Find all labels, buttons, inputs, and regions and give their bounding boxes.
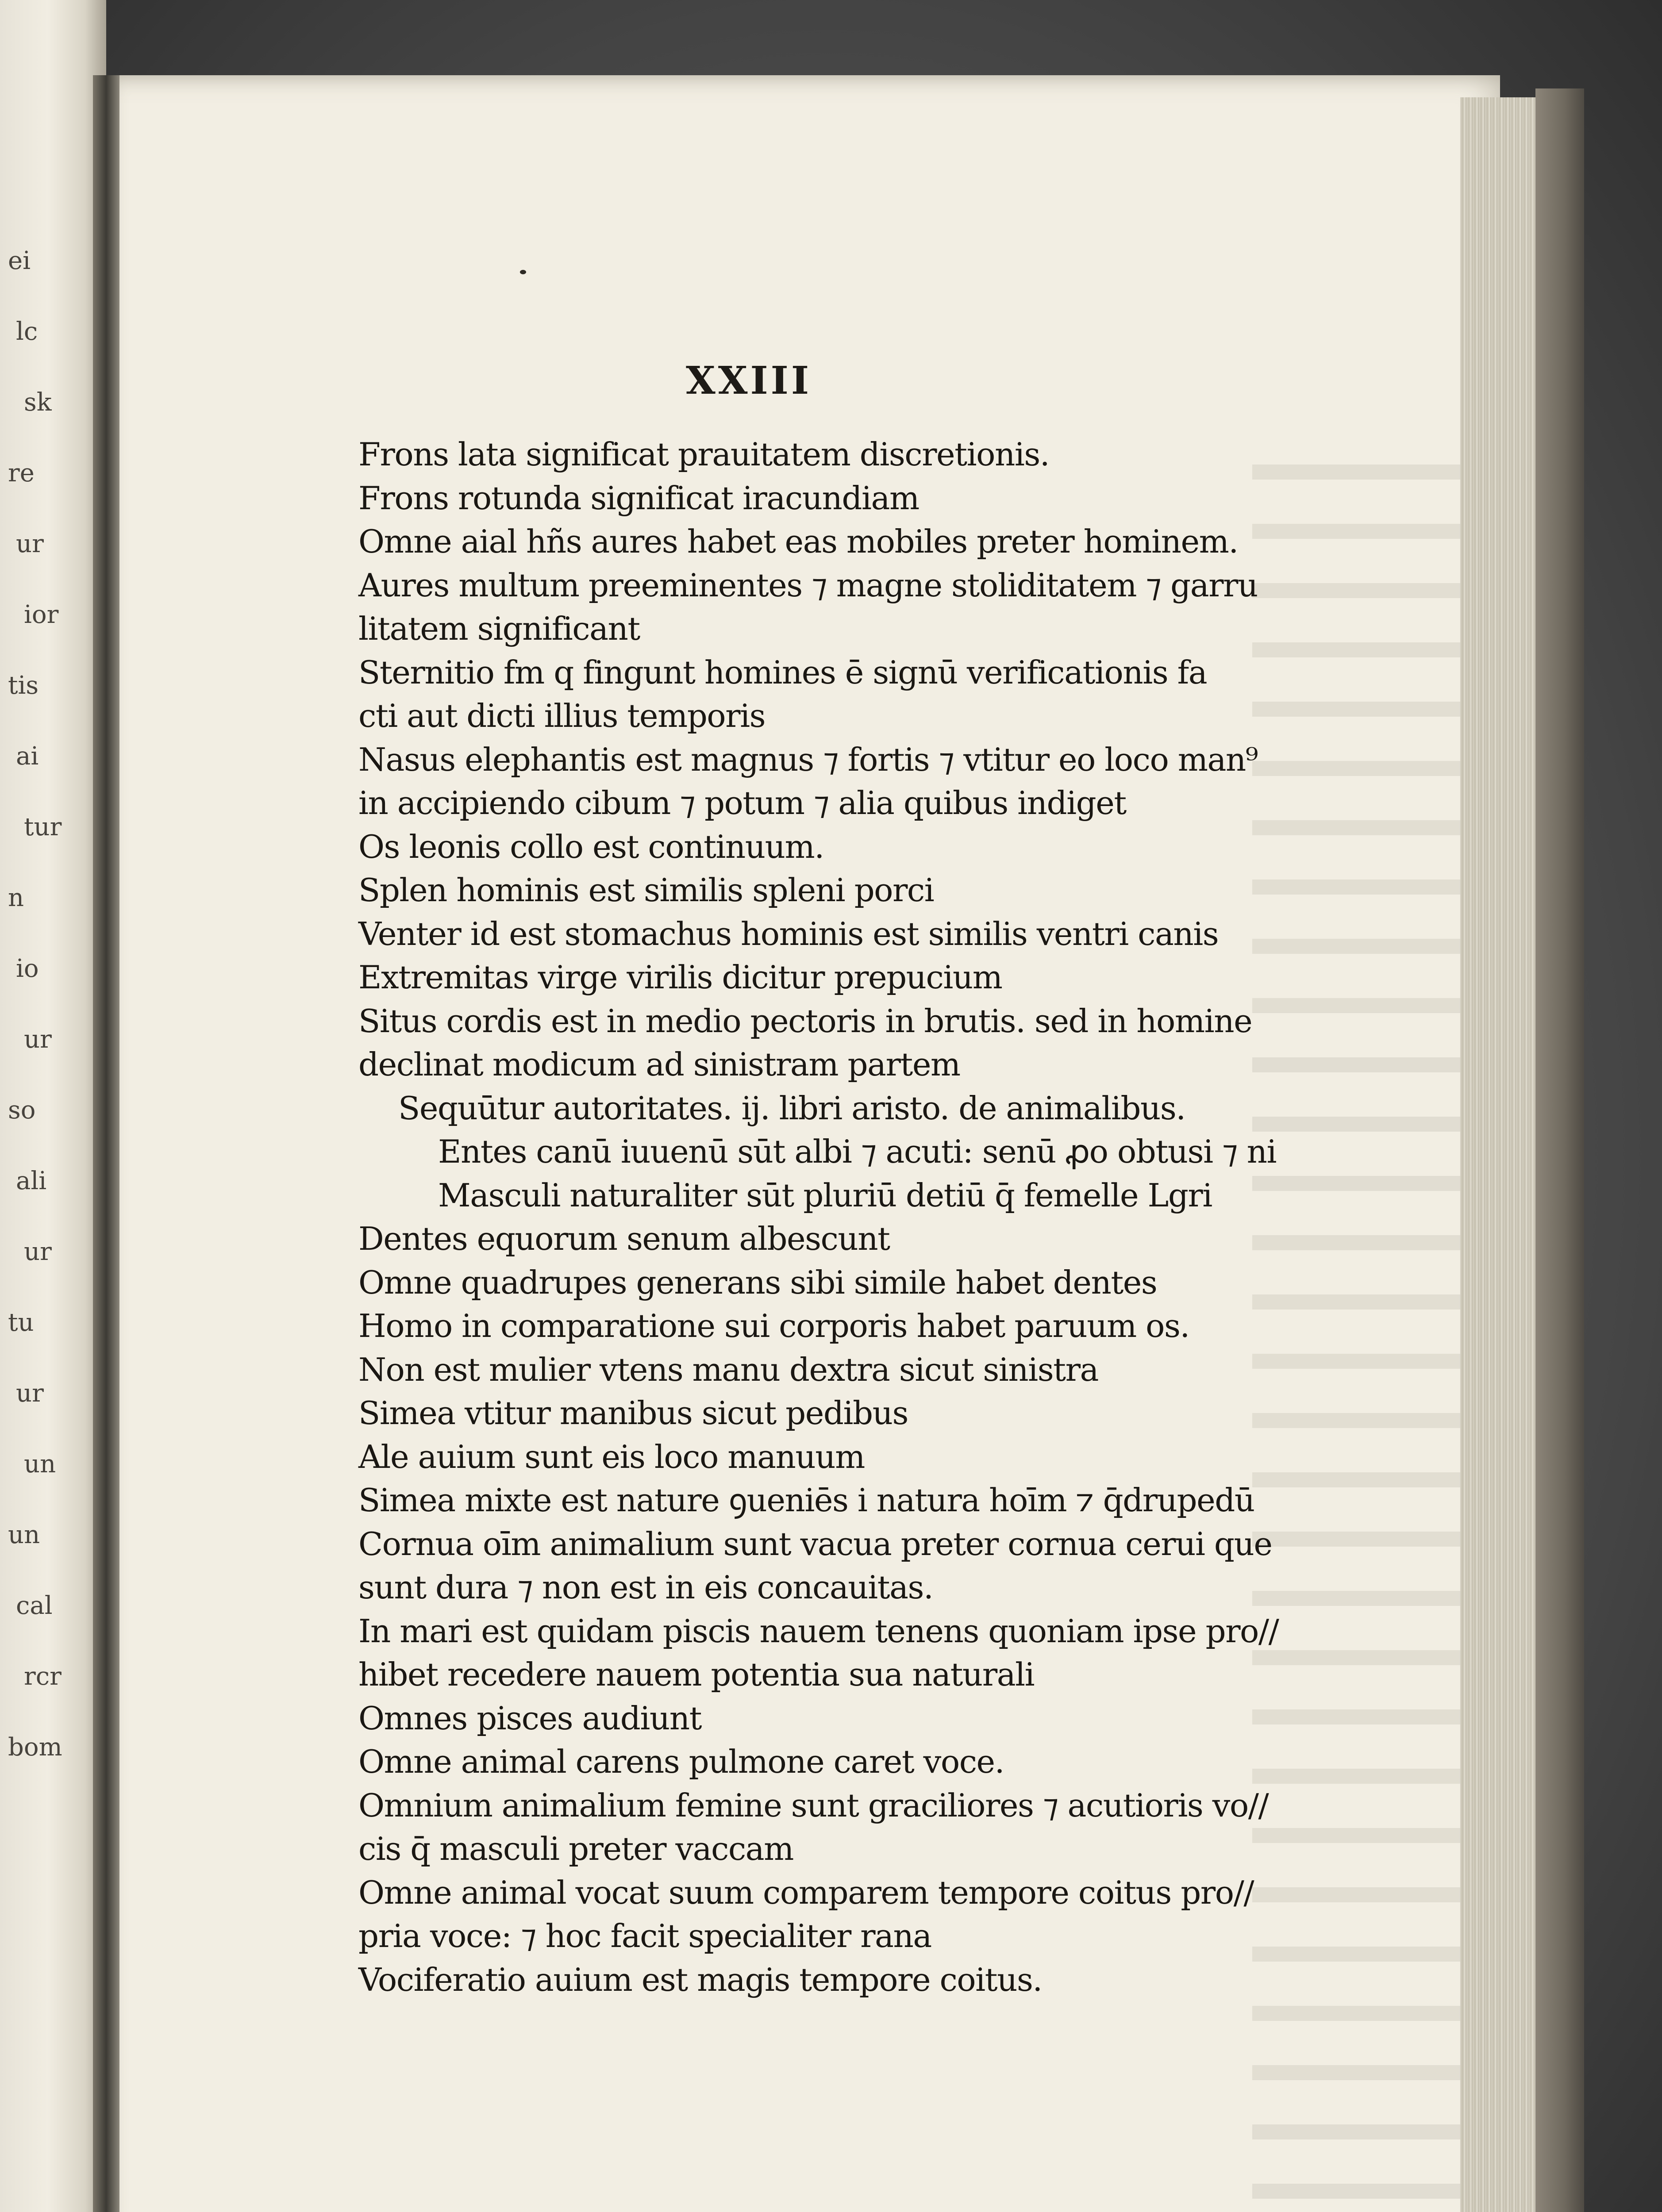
text-line: Simea mixte est nature ꝯueniēs i natura hoīm ⁊ q̄drupedū [358, 1482, 1254, 1519]
text-line: Omne quadrupes generans sibi simile habet dentes [358, 1263, 1157, 1301]
left-page-fragment: ur [16, 530, 44, 558]
text-line: pria voce: ⁊ hoc facit specialiter rana [358, 1917, 931, 1955]
text-line: Vociferatio auium est magis tempore coitus. [358, 1961, 1042, 1998]
left-page-fragment: ior [24, 600, 59, 629]
text-line: Sternitio fm q fingunt homines ē signū verificationis fa [358, 653, 1207, 691]
left-page-fragment: tur [24, 813, 62, 841]
page-stack-edges [1460, 97, 1540, 2212]
text-line: litatem significant [358, 610, 640, 647]
text-line: Frons lata significat prauitatem discretionis. [358, 436, 1050, 473]
text-line: Sequūtur autoritates. ij. libri aristo. de animalibus. [398, 1089, 1185, 1127]
text-line: Non est mulier vtens manu dextra sicut sinistra [358, 1351, 1098, 1388]
left-page-fragment: ei [8, 246, 31, 275]
body-text [358, 433, 1323, 2001]
text-line: Nasus elephantis est magnus ⁊ fortis ⁊ vtitur eo loco man⁹ [358, 741, 1258, 778]
text-line: Omnium animalium femine sunt graciliores ⁊ acutioris vo// [358, 1786, 1269, 1824]
left-page-fragment: re [8, 459, 35, 488]
text-line: Situs cordis est in medio pectoris in brutis. sed in homine [358, 1002, 1252, 1040]
left-page-fragment: tu [8, 1308, 34, 1337]
text-line: Extremitas virge virilis dicitur prepucium [358, 959, 1002, 996]
text-line: Simea vtitur manibus sicut pedibus [358, 1394, 908, 1432]
left-page-fragment: un [8, 1521, 40, 1549]
text-line: Cornua oīm animalium sunt vacua preter cornua cerui que [358, 1525, 1272, 1563]
left-facing-page-edge [0, 0, 106, 2212]
text-line: Omnes pisces audiunt [358, 1699, 702, 1737]
book-gutter [93, 75, 119, 2212]
text-line: Dentes equorum senum albescunt [358, 1220, 890, 1257]
text-line: Homo in comparatione sui corporis habet paruum os. [358, 1307, 1189, 1344]
left-page-fragment: sk [24, 388, 52, 417]
text-line: Aures multum preeminentes ⁊ magne stoliditatem ⁊ garru [358, 566, 1258, 604]
left-page-fragment: bom [8, 1733, 62, 1762]
text-line: Omne animal carens pulmone caret voce. [358, 1743, 1004, 1780]
text-line: hibet recedere nauem potentia sua naturali [358, 1656, 1035, 1693]
left-page-fragment: ur [24, 1237, 52, 1266]
text-line: In mari est quidam piscis nauem tenens quoniam ipse pro// [358, 1612, 1279, 1650]
left-page-fragment: ai [16, 742, 39, 771]
text-line: declinat modicum ad sinistram partem [358, 1046, 960, 1083]
left-page-fragment: rcr [24, 1662, 62, 1691]
ink-speck [520, 270, 526, 274]
text-line: Omne animal vocat suum comparem tempore coitus pro// [358, 1874, 1254, 1911]
text-line: Os leonis collo est continuum. [358, 828, 824, 865]
left-page-text-fragments [8, 248, 96, 1840]
text-line: cis q̄ masculi preter vaccam [358, 1830, 793, 1867]
left-page-fragment: n [8, 883, 24, 912]
text-line: Entes canū iuuenū sūt albi ⁊ acuti: senū ꝓo obtusi ⁊ ni [438, 1133, 1277, 1170]
left-page-fragment: lc [16, 317, 38, 346]
text-line: sunt dura ⁊ non est in eis concauitas. [358, 1569, 933, 1606]
left-page-fragment: un [24, 1450, 56, 1479]
text-line: cti aut dicti illius temporis [358, 697, 766, 734]
left-page-fragment: tis [8, 671, 39, 700]
text-line: Ale auium sunt eis loco manuum [358, 1438, 865, 1475]
text-line: Omne aial hñs aures habet eas mobiles preter hominem. [358, 523, 1238, 560]
left-page-fragment: ur [16, 1379, 44, 1408]
text-line: in accipiendo cibum ⁊ potum ⁊ alia quibus indiget [358, 784, 1126, 822]
right-page [102, 75, 1500, 2212]
left-page-fragment: ur [24, 1025, 52, 1054]
left-page-fragment: io [16, 954, 39, 983]
book-cover-edge [1535, 88, 1584, 2212]
text-line: Venter id est stomachus hominis est similis ventri canis [358, 915, 1219, 952]
left-page-fragment: so [8, 1096, 36, 1125]
text-line: Frons rotunda significat iracundiam [358, 479, 919, 517]
left-page-fragment: cal [16, 1591, 53, 1620]
left-page-fragment: ali [16, 1167, 47, 1195]
text-line: Splen hominis est similis spleni porci [358, 872, 934, 909]
text-line: Masculi naturaliter sūt pluriū detiū q̄ femelle Lgri [438, 1176, 1212, 1214]
folio-header: XXIII [686, 358, 812, 403]
